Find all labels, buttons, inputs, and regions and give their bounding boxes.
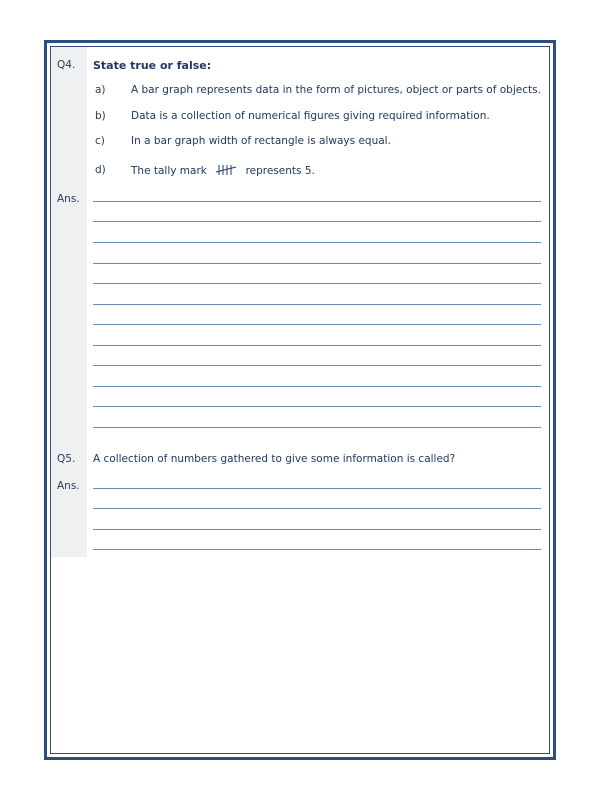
q4-answer-label: Ans.: [57, 193, 80, 205]
q4-option-c-letter: c): [95, 135, 105, 147]
q4-answer-line[interactable]: [93, 242, 541, 243]
q5-number: Q5.: [57, 453, 76, 465]
q4-answer-line[interactable]: [93, 263, 541, 264]
q5-answer-line[interactable]: [93, 508, 541, 509]
q5-answer-line[interactable]: [93, 529, 541, 530]
q4-option-b-text: Data is a collection of numerical figures giving required information.: [131, 110, 490, 122]
tally-five-icon: [216, 164, 238, 179]
q5-answer-label: Ans.: [57, 480, 80, 492]
q4-answer-line[interactable]: [93, 201, 541, 202]
q4-option-d-text: [131, 164, 315, 179]
q4-answer-line[interactable]: [93, 365, 541, 366]
q4-answer-line[interactable]: [93, 345, 541, 346]
q4-answer-line[interactable]: [93, 221, 541, 222]
q4-option-d-text-before: The tally mark: [131, 165, 207, 177]
q5-answer-line[interactable]: [93, 549, 541, 550]
q5-question-text: A collection of numbers gathered to give some information is called?: [93, 453, 456, 465]
worksheet-inner-frame: [50, 46, 550, 754]
q5-answer-line[interactable]: [93, 488, 541, 489]
q4-option-b-letter: b): [95, 110, 106, 122]
q4-option-c-text: In a bar graph width of rectangle is always equal.: [131, 135, 391, 147]
q4-title: State true or false:: [93, 59, 212, 72]
worksheet-frame: [44, 40, 556, 760]
q4-answer-line[interactable]: [93, 304, 541, 305]
q4-answer-line[interactable]: [93, 324, 541, 325]
q4-answer-line[interactable]: [93, 283, 541, 284]
q4-answer-line[interactable]: [93, 406, 541, 407]
q4-answer-line[interactable]: [93, 386, 541, 387]
q4-option-d-letter: d): [95, 164, 106, 176]
q4-number: Q4.: [57, 59, 76, 71]
q4-option-a-text: A bar graph represents data in the form of pictures, object or parts of objects.: [131, 84, 541, 96]
q4-answer-line[interactable]: [93, 427, 541, 428]
q4-option-d-text-after: represents 5.: [245, 165, 315, 177]
q4-option-a-letter: a): [95, 84, 106, 96]
